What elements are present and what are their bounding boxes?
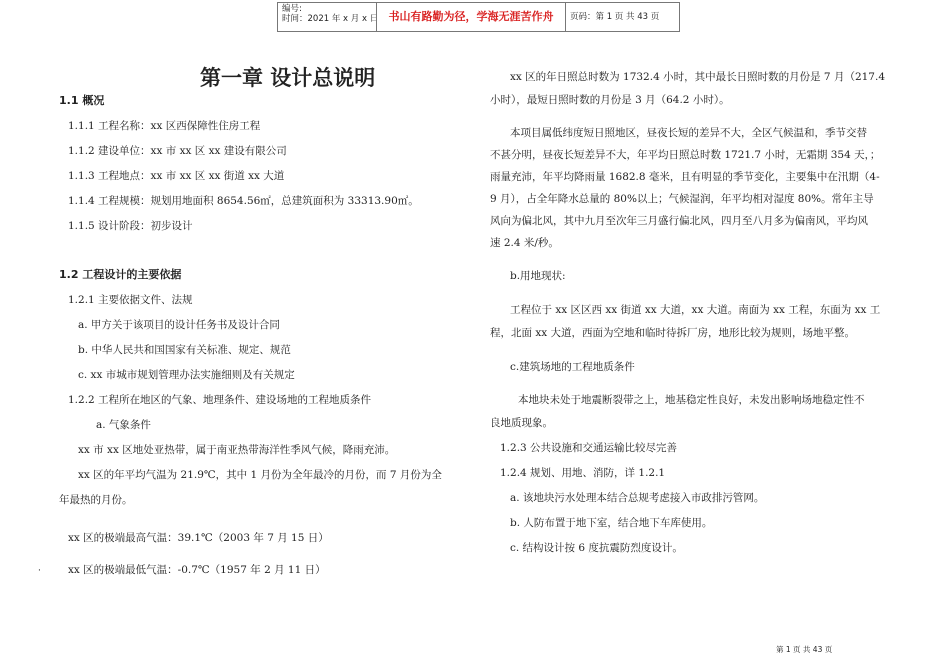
climate-para-line4: 9 月），占全年降水总量的 80%以上；气候湿润，年平均相对湿度 80%。常年主导	[490, 193, 874, 205]
land-status-line2: 程，北面 xx 大道，西面为空地和临时待拆厂房，地形比较为规则，场地平整。	[490, 327, 856, 339]
public-facilities: 1.2.3 公共设施和交通运输比较尽完善	[500, 442, 678, 454]
section-heading-1-2: 1.2 工程设计的主要依据	[59, 268, 182, 281]
design-stage: 1.1.5 设计阶段：初步设计	[68, 220, 193, 232]
margin-dot: ·	[38, 566, 41, 576]
climate-para-line1: 本项目属低纬度短日照地区，昼夜长短的差异不大，全区气候温和，季节交替	[510, 127, 867, 139]
sunshine-line1: xx 区的年日照总时数为 1732.4 小时，其中最长日照时数的月份是 7 月（217.4	[510, 71, 886, 83]
header-motto: 书山有路勤为径，学海无涯苦作舟	[376, 2, 566, 32]
site-conditions-heading: 1.2.2 工程所在地区的气象、地理条件、建设场地的工程地质条件	[68, 394, 372, 406]
basis-item-a: a. 甲方关于该项目的设计任务书及设计合同	[78, 319, 280, 331]
climate-para-line6: 速 2.4 米/秒。	[490, 237, 559, 249]
planning-item-a: a. 该地块污水处理本结合总规考虑接入市政排污管网。	[510, 492, 765, 504]
planning-item-b: b. 人防布置于地下室，结合地下车库使用。	[510, 517, 713, 529]
geology-line1: 本地块未处于地震断裂带之上，地基稳定性良好，未发出影响场地稳定性不	[518, 394, 865, 406]
project-scale: 1.1.4 工程规模：规划用地面积 8654.56㎡，总建筑面积为 33313.90㎡。	[68, 195, 419, 207]
section-heading-1-1: 1.1 概况	[59, 94, 105, 107]
planning-item-c: c. 结构设计按 6 度抗震防烈度设计。	[510, 542, 683, 554]
weather-heading: a. 气象条件	[96, 419, 151, 431]
basis-item-b: b. 中华人民共和国国家有关标准、规定、规范	[78, 344, 291, 356]
min-temperature: xx 区的极端最低气温：-0.7℃（1957 年 2 月 11 日）	[68, 564, 326, 576]
climate-para-line5: 风向为偏北风，其中九月至次年三月盛行偏北风，四月至八月多为偏南风，平均风	[490, 215, 868, 227]
page-footer: 第 1 页 共 43 页	[776, 645, 833, 654]
geology-heading: c.建筑场地的工程地质条件	[510, 361, 635, 373]
header-page-label: 页码：第 1 页 共 43 页	[565, 2, 680, 32]
time-label: 时间：2021 年 x 月 x 日	[282, 14, 379, 24]
climate-para-line3: 雨量充沛，年平均降雨量 1682.8 毫米，且有明显的季节变化，主要集中在汛期（4-	[490, 171, 880, 183]
page-header	[277, 2, 680, 32]
planning-fire: 1.2.4 规划、用地、消防，详 1.2.1	[500, 467, 666, 479]
temperature-text-line2: 年最热的月份。	[59, 494, 133, 506]
geology-line2: 良地质现象。	[490, 417, 553, 429]
climate-para-line2: 不甚分明，昼夜长短差异不大，年平均日照总时数 1721.7 小时，无霜期 354 天，；	[490, 149, 881, 161]
project-name: 1.1.1 工程名称：xx 区西保障性住房工程	[68, 120, 261, 132]
temperature-text-line1: xx 区的年平均气温为 21.9℃，其中 1 月份为全年最冷的月份，而 7 月份为全	[78, 469, 442, 481]
sunshine-line2: 小时），最短日照时数的月份是 3 月（64.2 小时）。	[490, 94, 730, 106]
construction-unit: 1.1.2 建设单位：xx 市 xx 区 xx 建设有限公司	[68, 145, 287, 157]
code-label: 编号:	[282, 4, 302, 14]
land-status-heading: b.用地现状:	[510, 270, 566, 282]
max-temperature: xx 区的极端最高气温：39.1℃（2003 年 7 月 15 日）	[68, 532, 329, 544]
basis-documents: 1.2.1 主要依据文件、法规	[68, 294, 193, 306]
climate-text: xx 市 xx 区地处亚热带，属于南亚热带海洋性季风气候，降雨充沛。	[78, 444, 396, 456]
land-status-line1: 工程位于 xx 区区西 xx 街道 xx 大道，xx 大道。南面为 xx 工程，东面为 xx 工	[510, 304, 881, 316]
chapter-title: 第一章 设计总说明	[200, 66, 376, 90]
project-location: 1.1.3 工程地点：xx 市 xx 区 xx 街道 xx 大道	[68, 170, 285, 182]
basis-item-c: c. xx 市城市规划管理办法实施细则及有关规定	[78, 369, 295, 381]
header-meta-cell	[277, 2, 377, 32]
